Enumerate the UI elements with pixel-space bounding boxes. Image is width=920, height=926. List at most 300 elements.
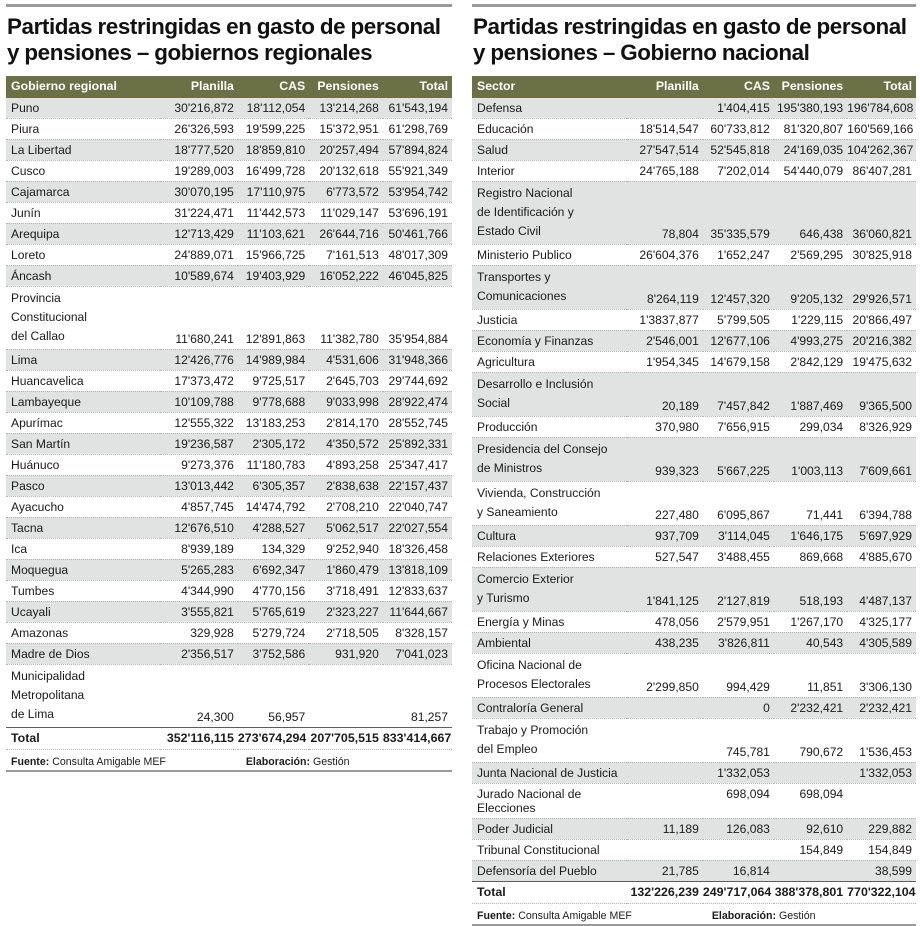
table-row (472, 783, 916, 818)
cell-cas: 0 (703, 697, 774, 718)
row-label-line: Desarrollo e Inclusión (477, 376, 594, 391)
table-row (6, 286, 452, 349)
cell-total: 25'347,417 (383, 454, 452, 475)
footnote-source (11, 756, 166, 768)
cell-planilla: 8'264,119 (627, 265, 702, 309)
cell-cas: 18'859,810 (238, 139, 309, 160)
cell-planilla: 19'289,003 (160, 160, 238, 181)
cell-pensiones: 299,034 (774, 416, 847, 437)
cell-total: 7'041,023 (383, 643, 452, 664)
cell-planilla: 2'356,517 (160, 643, 238, 664)
row-label-line: Social (477, 395, 510, 410)
cell-cas: 7'202,014 (703, 160, 774, 181)
row-label: Huancavelica (6, 370, 160, 391)
cell-total: 12'833,637 (383, 580, 452, 601)
cell-total: 4'305,589 (847, 632, 916, 653)
table-row (472, 372, 916, 416)
cell-pensiones: 869,668 (774, 546, 847, 567)
cell-planilla: 939,323 (627, 437, 702, 481)
cell-total: 19'475,632 (847, 351, 916, 372)
table-row (6, 349, 452, 370)
cell-planilla: 18'514,547 (627, 118, 702, 139)
table-row (6, 580, 452, 601)
total-total: 770'322,104 (847, 881, 916, 903)
table-row (472, 118, 916, 139)
row-label: Poder Judicial (472, 818, 627, 839)
cell-cas: 7'656,915 (703, 416, 774, 437)
total-total: 833'414,667 (383, 727, 452, 749)
cell-total: 18'326,458 (383, 538, 452, 559)
row-label-line: Provincia (11, 290, 61, 305)
cell-cas: 11'103,621 (238, 223, 309, 244)
row-label-line: del Callao (11, 328, 65, 343)
cell-total: 29'926,571 (847, 265, 916, 309)
cell-planilla: 78,804 (627, 181, 702, 244)
panel-gobierno-nacional (460, 0, 920, 922)
row-label: Salud (472, 139, 627, 160)
table-footnote (6, 755, 452, 772)
table-row (6, 622, 452, 643)
cell-cas: 4'770,156 (238, 580, 309, 601)
row-label: Junta Nacional de Justicia (472, 762, 627, 783)
row-label-line: Vivienda, Construcción (477, 485, 601, 500)
table-row (6, 265, 452, 286)
row-label (6, 664, 160, 727)
row-label-line: Oficina Nacional de (477, 657, 582, 672)
cell-cas: 13'183,253 (238, 412, 309, 433)
top-rule (6, 4, 452, 7)
table-header-row (6, 76, 452, 98)
row-label-line: Trabajo y Promoción (477, 722, 589, 737)
row-label-line: Procesos Electorales (477, 676, 591, 691)
cell-pensiones (774, 762, 847, 783)
cell-cas: 14'989,984 (238, 349, 309, 370)
cell-total: 61'543,194 (383, 98, 452, 119)
cell-planilla: 30'216,872 (160, 98, 238, 119)
cell-total: 196'784,608 (847, 98, 916, 119)
row-label-line: Estado Civil (477, 223, 541, 238)
table-row (6, 412, 452, 433)
cell-planilla: 11,189 (627, 818, 702, 839)
cell-cas: 60'733,812 (703, 118, 774, 139)
cell-cas: 9'778,688 (238, 391, 309, 412)
table-row (472, 416, 916, 437)
cell-cas: 9'725,517 (238, 370, 309, 391)
table-row (6, 118, 452, 139)
row-label-line: Municipalidad (11, 668, 85, 683)
column-header-name: Sector (472, 76, 627, 98)
table-row (472, 160, 916, 181)
cell-cas: 134,329 (238, 538, 309, 559)
cell-cas: 5'799,505 (703, 309, 774, 330)
table-row (6, 454, 452, 475)
footnote-author-label: Elaboración: (711, 909, 777, 922)
column-header-pensiones: Pensiones (309, 76, 383, 98)
cell-total: 81,257 (383, 664, 452, 727)
cell-total: 104'262,367 (847, 139, 916, 160)
table-row (6, 391, 452, 412)
column-header-pensiones: Pensiones (774, 76, 847, 98)
row-label: Madre de Dios (6, 643, 160, 664)
cell-planilla: 8'939,189 (160, 538, 238, 559)
cell-planilla: 10'589,674 (160, 265, 238, 286)
row-label: Apurímac (6, 412, 160, 433)
cell-planilla: 24'889,071 (160, 244, 238, 265)
footnote-author (712, 910, 816, 922)
row-label (472, 718, 627, 762)
cell-pensiones: 698,094 (774, 783, 847, 818)
footnote-author-value: Gestión (312, 755, 350, 768)
cell-planilla: 17'373,472 (160, 370, 238, 391)
cell-total: 9'365,500 (847, 372, 916, 416)
table-row (472, 818, 916, 839)
cell-planilla: 19'236,587 (160, 433, 238, 454)
cell-cas: 3'114,045 (703, 525, 774, 546)
cell-total: 8'326,929 (847, 416, 916, 437)
table-row (472, 244, 916, 265)
cell-cas: 126,083 (703, 818, 774, 839)
table-row (6, 475, 452, 496)
table-header-row (472, 76, 916, 98)
footnote-source-label: Fuente: (477, 909, 516, 922)
cell-cas: 52'545,818 (703, 139, 774, 160)
row-label: La Libertad (6, 139, 160, 160)
row-label: Justicia (472, 309, 627, 330)
row-label: Agricultura (472, 351, 627, 372)
cell-pensiones: 4'893,258 (309, 454, 383, 475)
cell-cas: 14'474,792 (238, 496, 309, 517)
cell-total: 28'922,474 (383, 391, 452, 412)
cell-planilla: 20,189 (627, 372, 702, 416)
cell-total: 35'954,884 (383, 286, 452, 349)
cell-total: 1'332,053 (847, 762, 916, 783)
cell-cas: 2'127,819 (703, 567, 774, 611)
cell-total: 36'060,821 (847, 181, 916, 244)
cell-total: 53'954,742 (383, 181, 452, 202)
cell-cas: 17'110,975 (238, 181, 309, 202)
cell-pensiones: 931,920 (309, 643, 383, 664)
row-label: Ica (6, 538, 160, 559)
row-label-line: y Turismo (477, 590, 530, 605)
top-rule (472, 4, 916, 7)
column-header-name: Gobierno regional (6, 76, 160, 98)
cell-cas: 2'579,951 (703, 611, 774, 632)
cell-pensiones: 13'214,268 (309, 98, 383, 119)
cell-pensiones: 54'440,079 (774, 160, 847, 181)
cell-pensiones: 2'323,227 (309, 601, 383, 622)
cell-pensiones: 92,610 (774, 818, 847, 839)
table-row (472, 697, 916, 718)
cell-pensiones: 2'645,703 (309, 370, 383, 391)
row-label-line: Comunicaciones (477, 288, 567, 303)
row-label (472, 372, 627, 416)
cell-planilla: 2'546,001 (627, 330, 702, 351)
cell-planilla: 4'857,745 (160, 496, 238, 517)
row-label: Economía y Finanzas (472, 330, 627, 351)
cell-total: 6'394,788 (847, 481, 916, 525)
cell-cas: 5'279,724 (238, 622, 309, 643)
cell-total: 61'298,769 (383, 118, 452, 139)
cell-pensiones: 2'232,421 (774, 697, 847, 718)
row-label: Ayacucho (6, 496, 160, 517)
cell-pensiones: 1'267,170 (774, 611, 847, 632)
table-row (6, 370, 452, 391)
cell-planilla: 370,980 (627, 416, 702, 437)
row-label: Lambayeque (6, 391, 160, 412)
row-label (472, 481, 627, 525)
cell-total: 5'697,929 (847, 525, 916, 546)
cell-pensiones: 16'052,222 (309, 265, 383, 286)
cell-pensiones: 81'320,807 (774, 118, 847, 139)
table-row (6, 601, 452, 622)
row-label-line: Presidencia del Consejo (477, 441, 608, 456)
cell-cas: 698,094 (703, 783, 774, 818)
cell-planilla: 3'555,821 (160, 601, 238, 622)
cell-planilla: 24'765,188 (627, 160, 702, 181)
cell-cas: 3'752,586 (238, 643, 309, 664)
row-label-line: y Saneamiento (477, 504, 558, 519)
footnote-source (477, 910, 632, 922)
table-row (472, 139, 916, 160)
footnote-author-value: Gestión (778, 909, 816, 922)
cell-planilla (627, 697, 702, 718)
total-label: Total (472, 881, 627, 903)
cell-cas: 3'488,455 (703, 546, 774, 567)
cell-cas: 5'765,619 (238, 601, 309, 622)
cell-cas: 11'180,783 (238, 454, 309, 475)
cell-pensiones: 790,672 (774, 718, 847, 762)
table-gobierno-nacional (472, 76, 916, 904)
cell-cas: 18'112,054 (238, 98, 309, 119)
row-label: Energía y Minas (472, 611, 627, 632)
row-label: Cusco (6, 160, 160, 181)
cell-pensiones: 26'644,716 (309, 223, 383, 244)
table-row (6, 643, 452, 664)
cell-total: 55'921,349 (383, 160, 452, 181)
cell-cas: 12'457,320 (703, 265, 774, 309)
total-pensiones: 207'705,515 (309, 727, 383, 749)
table-row (6, 244, 452, 265)
cell-cas: 19'599,225 (238, 118, 309, 139)
cell-pensiones: 154,849 (774, 839, 847, 860)
table-row (472, 839, 916, 860)
cell-pensiones: 5'062,517 (309, 517, 383, 538)
cell-pensiones (774, 860, 847, 881)
cell-pensiones: 646,438 (774, 181, 847, 244)
column-header-planilla: Planilla (160, 76, 238, 98)
table-body-right (472, 98, 916, 904)
cell-planilla: 10'109,788 (160, 391, 238, 412)
cell-cas: 7'457,842 (703, 372, 774, 416)
cell-pensiones: 11'382,780 (309, 286, 383, 349)
row-label: Ucayali (6, 601, 160, 622)
row-label (472, 181, 627, 244)
cell-total: 7'609,661 (847, 437, 916, 481)
cell-pensiones: 1'887,469 (774, 372, 847, 416)
cell-total: 4'487,137 (847, 567, 916, 611)
total-cas: 273'674,294 (238, 727, 309, 749)
table-row (6, 202, 452, 223)
row-label (472, 265, 627, 309)
cell-pensiones: 11'029,147 (309, 202, 383, 223)
cell-pensiones: 71,441 (774, 481, 847, 525)
cell-total: 3'306,130 (847, 653, 916, 697)
cell-cas: 5'667,225 (703, 437, 774, 481)
table-gobiernos-regionales (6, 76, 452, 750)
total-label: Total (6, 727, 160, 749)
cell-cas: 6'095,867 (703, 481, 774, 525)
cell-planilla: 26'604,376 (627, 244, 702, 265)
cell-cas: 1'332,053 (703, 762, 774, 783)
cell-total: 4'885,670 (847, 546, 916, 567)
cell-pensiones: 6'773,572 (309, 181, 383, 202)
table-row (6, 223, 452, 244)
row-label: Huánuco (6, 454, 160, 475)
total-cas: 249'717,064 (703, 881, 774, 903)
cell-pensiones: 2'718,505 (309, 622, 383, 643)
row-label: Contraloría General (472, 697, 627, 718)
footnote-author-label: Elaboración: (245, 755, 311, 768)
row-label: Jurado Nacional de Elecciones (472, 783, 627, 818)
cell-total: 57'894,824 (383, 139, 452, 160)
cell-total (847, 783, 916, 818)
page-title: Partidas restringidas en gasto de personal y pensiones – Gobierno nacional (473, 14, 907, 65)
row-label: Educación (472, 118, 627, 139)
table-row (472, 718, 916, 762)
table-row (472, 525, 916, 546)
cell-planilla: 227,480 (627, 481, 702, 525)
cell-planilla: 13'013,442 (160, 475, 238, 496)
table-row (472, 98, 916, 119)
cell-pensiones: 7'161,513 (309, 244, 383, 265)
page-title: Partidas restringidas en gasto de personal y pensiones – gobiernos regionales (7, 14, 441, 65)
cell-total: 22'027,554 (383, 517, 452, 538)
cell-planilla: 4'344,990 (160, 580, 238, 601)
cell-total: 38,599 (847, 860, 916, 881)
cell-planilla: 12'713,429 (160, 223, 238, 244)
table-row (472, 265, 916, 309)
table-row (6, 538, 452, 559)
cell-planilla (627, 98, 702, 119)
cell-pensiones (309, 664, 383, 727)
row-label-line: de Ministros (477, 460, 543, 475)
row-label: Producción (472, 416, 627, 437)
cell-planilla: 24,300 (160, 664, 238, 727)
cell-cas: 56,957 (238, 664, 309, 727)
cell-cas: 1'652,247 (703, 244, 774, 265)
cell-pensiones: 2'569,295 (774, 244, 847, 265)
cell-cas: 12'891,863 (238, 286, 309, 349)
cell-planilla: 31'224,471 (160, 202, 238, 223)
table-row (472, 762, 916, 783)
table-row (6, 139, 452, 160)
cell-pensiones: 1'003,113 (774, 437, 847, 481)
cell-planilla: 1'954,345 (627, 351, 702, 372)
cell-pensiones: 2'708,210 (309, 496, 383, 517)
row-label (472, 437, 627, 481)
cell-planilla: 1'3837,877 (627, 309, 702, 330)
cell-planilla: 478,056 (627, 611, 702, 632)
cell-planilla: 12'676,510 (160, 517, 238, 538)
table-row (472, 653, 916, 697)
row-label: Cultura (472, 525, 627, 546)
table-row (472, 611, 916, 632)
cell-planilla: 30'070,195 (160, 181, 238, 202)
cell-planilla: 26'326,593 (160, 118, 238, 139)
panel-gobiernos-regionales (0, 0, 460, 819)
cell-pensiones: 9'205,132 (774, 265, 847, 309)
cell-total: 46'045,825 (383, 265, 452, 286)
row-label: Lima (6, 349, 160, 370)
cell-total: 2'232,421 (847, 697, 916, 718)
cell-total: 1'536,453 (847, 718, 916, 762)
cell-planilla: 1'841,125 (627, 567, 702, 611)
table-row (472, 632, 916, 653)
cell-pensiones: 20'257,494 (309, 139, 383, 160)
row-label: Tumbes (6, 580, 160, 601)
cell-total: 4'325,177 (847, 611, 916, 632)
cell-pensiones: 1'860,479 (309, 559, 383, 580)
cell-total: 20'216,382 (847, 330, 916, 351)
row-label-line: Registro Nacional (477, 185, 573, 200)
footnote-source-value: Consulta Amigable MEF (518, 909, 632, 922)
cell-pensiones: 2'842,129 (774, 351, 847, 372)
cell-total: 28'552,745 (383, 412, 452, 433)
total-planilla: 132'226,239 (627, 881, 702, 903)
row-label: Tribunal Constitucional (472, 839, 627, 860)
table-total-row (472, 881, 916, 903)
cell-total: 22'040,747 (383, 496, 452, 517)
row-label: Puno (6, 98, 160, 119)
cell-planilla: 11'680,241 (160, 286, 238, 349)
cell-total: 48'017,309 (383, 244, 452, 265)
cell-cas: 6'305,357 (238, 475, 309, 496)
cell-total: 160'569,166 (847, 118, 916, 139)
row-label: Tacna (6, 517, 160, 538)
row-label: Piura (6, 118, 160, 139)
cell-pensiones: 9'252,940 (309, 538, 383, 559)
table-row (6, 98, 452, 119)
column-header-cas: CAS (238, 76, 309, 98)
cell-planilla: 5'265,283 (160, 559, 238, 580)
cell-cas: 35'335,579 (703, 181, 774, 244)
cell-pensiones: 2'814,170 (309, 412, 383, 433)
row-label: Loreto (6, 244, 160, 265)
cell-total: 86'407,281 (847, 160, 916, 181)
cell-cas: 19'403,929 (238, 265, 309, 286)
row-label-line: de Identificación y (477, 204, 574, 219)
table-row (6, 559, 452, 580)
cell-cas: 11'442,573 (238, 202, 309, 223)
table-row (472, 351, 916, 372)
table-footnote (472, 909, 916, 926)
cell-pensiones: 1'646,175 (774, 525, 847, 546)
cell-cas: 1'404,415 (703, 98, 774, 119)
row-label: Áncash (6, 265, 160, 286)
row-label-line: Metropolitana (11, 687, 85, 702)
row-label: Junín (6, 202, 160, 223)
row-label: Defensoría del Pueblo (472, 860, 627, 881)
cell-cas: 745,781 (703, 718, 774, 762)
cell-total: 8'328,157 (383, 622, 452, 643)
table-row (6, 517, 452, 538)
table-row (472, 481, 916, 525)
table-row (472, 181, 916, 244)
table-header (6, 76, 452, 98)
cell-planilla (627, 783, 702, 818)
cell-pensiones: 11,851 (774, 653, 847, 697)
cell-cas (703, 839, 774, 860)
